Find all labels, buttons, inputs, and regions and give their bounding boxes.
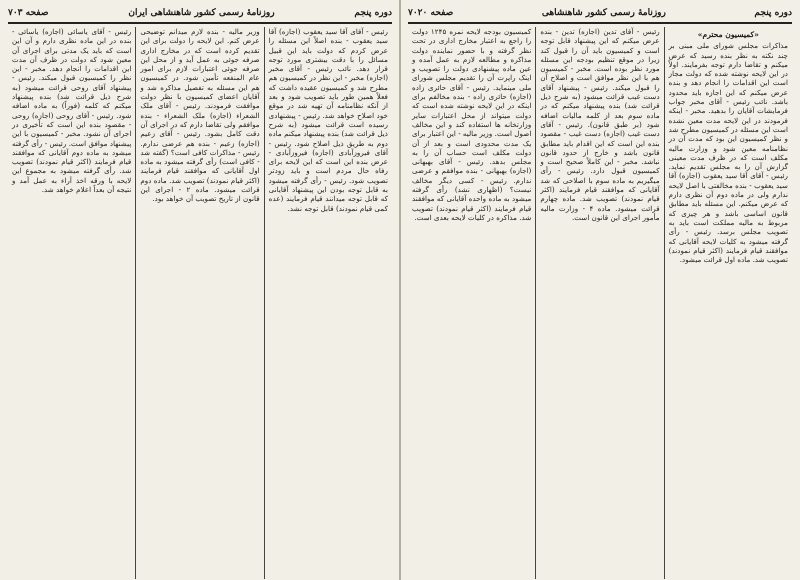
left-page-title: روزنامهٔ رسمی کشور شاهنشاهی ایران	[128, 8, 275, 18]
left-column-2	[135, 27, 263, 579]
left-page-header	[8, 6, 392, 24]
right-column-3	[408, 27, 535, 579]
column-text: رئیس - آقای یاسائی (اجازه) یاسائی - بنده در این ماده نظری دارم و آن این است که باید یک مدتی برای اجرای آن معین شود که دولت در ظرف آن مدت این اقدامات را انجام دهد. مخبر - این نظر را کمیسیون قبول میکند. رئیس - پیشنهاد آقای روحی قرائت میشود (به شرح ذیل قرائت شد) بنده پیشنهاد میکنم که کلمه (فوراً) به ماده اضافه شود. رئیس - آقای روحی (اجازه) روحی - مقصود بنده این است که تأخیری در اجرای آن نشود. مخبر - کمیسیون با این پیشنهاد موافق است. رئیس - رأی گرفته میشود به ماده دوم آقایانی که موافقند قیام فرمایند (اکثر قیام نمودند) تصویب شد. رأی گرفته میشود به مجموع این لایحه با ورقه اخذ آراء به عمل آمد و نتیجه آن بعداً اعلام خواهد شد.	[12, 27, 132, 195]
column-text: کمیسیون بودجه لایحه نمره ۱۲۴۵ دولت را راجع به اعتبار مخارج اداری در تحت نظر گرفته و با حضور نماینده دولت مذاکره و مطالعه لازم به عمل آمده و عین ماده پیشنهادی دولت را تصویب و اینک راپرت آن را تقدیم مجلس شورای ملی مینماید. رئیس - آقای حائری زاده (اجازه) حائری زاده - بنده مخالفم برای اینکه در این لایحه نوشته شده است که دولت میتواند از محل اعتبارات سایر وزارتخانه ها استفاده کند و این مخالف اصول است. وزیر مالیه - این اعتبار برای یک مدت محدودی است و بعد از آن دولت مکلف است حساب آن را به مجلس بدهد. رئیس - آقای بهبهانی (اجازه) بهبهانی - بنده موافقم و عرضی ندارم. رئیس - کسی دیگر مخالف نیست؟ (اظهاری نشد) رأی گرفته میشود به ماده واحده آقایانی که موافقند قیام فرمایند (اکثر قیام نمودند) تصویب شد. مذاکره در کلیات لایحه بعدی است.	[412, 27, 532, 222]
column-subheading: «کمیسیون محترم»	[697, 30, 759, 39]
left-page-issue: دوره پنجم	[354, 8, 392, 18]
right-page	[400, 0, 800, 580]
right-page-issue: دوره پنجم	[754, 8, 792, 18]
column-text: مذاکرات مجلس شورای ملی مبنی بر چند نکته به نظر بنده رسید که عرض میکنم و تقاضا دارم توجه بفرمایند. اولاً در این لایحه نوشته شده که دولت مجاز است این اقدامات را انجام دهد و بنده عرض میکنم که این اجازه باید محدود باشد. نائب رئیس - آقای مخبر جواب فرمایشات آقایان را بدهید. مخبر - اینکه فرمودند در این لایحه مدت معین نشده است این مسئله در کمیسیون مطرح شد و نظر کمیسیون این بود که مدت آن در نظامنامه معین شود و وزارت مالیه مکلف است که در ظرف مدت معینی گزارش آن را به مجلس تقدیم نماید. رئیس - آقای آقا سید یعقوب (اجازه) آقا سید یعقوب - بنده مخالفتی با اصل لایحه ندارم ولی در ماده دوم آن نظری دارم که عرض میکنم. این مسئله باید مطابق قانون اساسی باشد و هر چیزی که مربوط به مالیه مملکت است باید به تصویب مجلس برسد. رئیس - رأی گرفته میشود به کلیات لایحه آقایانی که موافقند قیام فرمایند (اکثر قیام نمودند) تصویب شد. ماده اول قرائت میشود.	[668, 41, 788, 265]
left-column-1	[264, 27, 392, 579]
right-page-number: صفحه ۷۰۲۰	[408, 8, 454, 18]
column-text: وزیر مالیه - بنده لازم میدانم توضیحی عرض کنم. این لایحه را دولت برای این تقدیم کرده است که در مخارج اداری صرفه جوئی به عمل آید و از محل این صرفه جوئی اعتبارات لازم برای امور عام المنفعه تأمین شود. در کمیسیون هم این مسئله به تفصیل مذاکره شد و آقایان اعضای کمیسیون با نظر دولت موافقت فرمودند. رئیس - آقای ملک الشعراء (اجازه) ملک الشعراء - بنده موافقم ولی تقاضا دارم که در اجرای آن دقت کامل بشود. رئیس - آقای زعیم (اجازه) زعیم - بنده هم عرضی ندارم. رئیس - مذاکرات کافی است؟ (گفته شد - کافی است) رأی گرفته میشود به ماده اول آقایانی که موافقند قیام فرمایند (اکثر قیام نمودند) تصویب شد. ماده دوم قرائت میشود. ماده ۲ - اجرای این قانون از تاریخ تصویب آن خواهد بود.	[140, 27, 260, 204]
left-page-number: صفحه ۷۰۳	[8, 8, 49, 18]
right-page-title: روزنامهٔ رسمی کشور شاهنشاهی	[541, 8, 666, 18]
book-gutter	[399, 0, 401, 580]
column-text: رئیس - آقای آقا سید یعقوب (اجازه) آقا سید یعقوب - بنده اصلاً این مسئله را عرض کردم که دولت باید این قبیل مسائل را با دقت بیشتری مورد توجه قرار دهد. نائب رئیس - آقای مخبر (اجازه) مخبر - این نظر در کمیسیون هم مطرح شد و کمیسیون عقیده داشت که فعلاً همین طور باید تصویب شود و بعد از آنکه نظامنامه آن تهیه شد در موقع خود اصلاح خواهد شد. رئیس - پیشنهادی رسیده است قرائت میشود (به شرح ذیل قرائت شد) بنده پیشنهاد میکنم ماده دوم به طریق ذیل اصلاح شود. رئیس - آقای فیروزآبادی (اجازه) فیروزآبادی - عرض بنده این است که این لایحه برای رفاه حال مردم است و باید زودتر تصویب شود. رئیس - رأی گرفته میشود به قابل توجه بودن این پیشنهاد آقایانی که قابل توجه میدانند قیام فرمایند (عده کمی قیام نمودند) قابل توجه نشد.	[268, 27, 388, 213]
right-page-columns	[408, 27, 792, 579]
right-column-1	[664, 27, 792, 579]
left-column-3	[8, 27, 135, 579]
right-column-2	[535, 27, 663, 579]
right-page-header	[408, 6, 792, 24]
column-text: رئیس - آقای تدین (اجازه) تدین - بنده عرض میکنم که این پیشنهاد قابل توجه است و کمیسیون باید آن را قبول کند زیرا در موقع تنظیم بودجه این مسئله مورد نظر بوده است. مخبر - کمیسیون هم با این نظر موافق است و اصلاح آن را قبول میکند. رئیس - پیشنهاد آقای دست غیب قرائت میشود (به شرح ذیل قرائت شد) بنده پیشنهاد میکنم که در ماده سوم بعد از کلمه مالیات اضافه شود (بر طبق قانون). رئیس - آقای دست غیب (اجازه) دست غیب - مقصود بنده این است که این اقدام باید مطابق قانون باشد و خارج از حدود قانون نباشد. مخبر - این کاملاً صحیح است و کمیسیون قبول دارد. رئیس - رأی میگیریم به ماده سوم با اصلاحی که شد آقایانی که موافقند قیام فرمایند (اکثر قیام نمودند) تصویب شد. ماده چهارم قرائت میشود. ماده ۴ - وزارت مالیه مأمور اجرای این قانون است.	[540, 27, 660, 222]
left-page-columns	[8, 27, 392, 579]
